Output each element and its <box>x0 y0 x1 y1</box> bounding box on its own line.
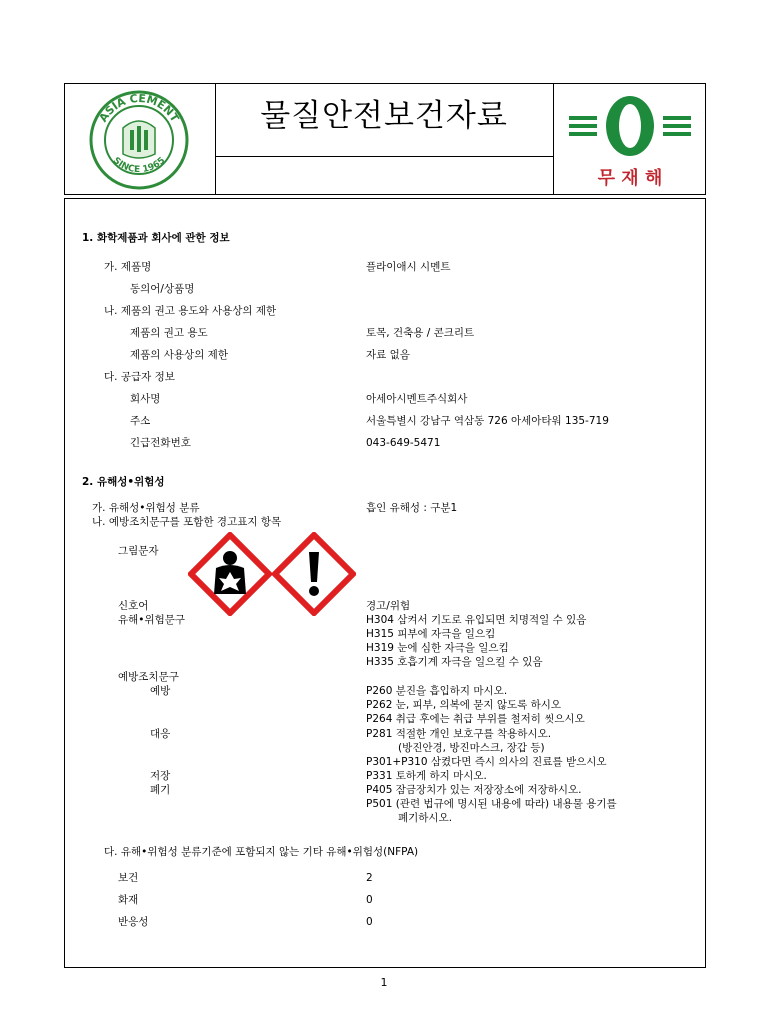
emergency-phone-value: 043-649-5471 <box>366 437 441 449</box>
exclamation-icon <box>272 532 356 620</box>
storage-label: 저장 <box>150 770 171 782</box>
company-label: 회사명 <box>130 393 161 405</box>
prevention-statement: P262 눈, 피부, 의복에 묻지 않도록 하시오 <box>366 699 562 711</box>
document-title: 물질안전보건자료 <box>260 98 508 134</box>
product-name-label: 가. 제품명 <box>104 261 152 273</box>
emergency-phone-label: 긴급전화번호 <box>130 437 191 449</box>
address-value: 서울특별시 강남구 역삼동 726 아세아타워 135-719 <box>366 415 609 427</box>
nfpa-health-label: 보건 <box>118 872 139 884</box>
hazard-statement: H319 눈에 심한 자극을 일으킴 <box>366 642 509 654</box>
recommended-use-label: 제품의 권고 용도 <box>130 327 208 339</box>
precaution-label: 예방조치문구 <box>118 671 179 683</box>
header-title-divider <box>215 156 553 157</box>
use-restriction-value: 자료 없음 <box>366 349 410 361</box>
response-statement: P281 적절한 개인 보호구를 착용하시오. <box>366 728 552 740</box>
nfpa-health-value: 2 <box>366 872 373 884</box>
prevention-statement: P264 취급 후에는 취급 부위를 철저히 씻으시오 <box>366 713 585 725</box>
supplier-heading: 다. 공급자 정보 <box>104 371 175 383</box>
response-label: 대응 <box>150 728 171 740</box>
logo-ring-text-bottom: SINCE 1965 <box>110 155 168 176</box>
product-name-value: 플라이애시 시멘트 <box>366 261 451 273</box>
zero-accident-logo <box>565 94 695 194</box>
header-divider-right <box>553 84 554 194</box>
header-table <box>64 83 706 195</box>
page-number: 1 <box>380 976 388 989</box>
disposal-statement: P405 잠금장치가 있는 저장장소에 저장하시오. <box>366 784 582 796</box>
section1-heading: 1. 화학제품과 회사에 관한 정보 <box>82 232 230 244</box>
response-statement: P301+P310 삼켰다면 즉시 의사의 진료를 받으시오 <box>366 756 607 768</box>
use-restriction-label: 제품의 사용상의 제한 <box>130 349 228 361</box>
nfpa-reactivity-label: 반응성 <box>118 916 149 928</box>
signal-word-label: 신호어 <box>118 600 149 612</box>
nfpa-fire-value: 0 <box>366 894 373 906</box>
pictogram-label: 그림문자 <box>118 545 159 557</box>
recommended-use-value: 토목, 건축용 / 콘크리트 <box>366 327 475 339</box>
section2-heading: 2. 유해성•위험성 <box>82 476 165 488</box>
hazard-statement: H304 삼켜서 기도로 유입되면 치명적일 수 있음 <box>366 614 587 626</box>
other-hazards-heading: 다. 유해•위험성 분류기준에 포함되지 않는 기타 유해•위험성(NFPA) <box>104 846 419 858</box>
nfpa-fire-label: 화재 <box>118 894 139 906</box>
disposal-statement: 폐기하시오. <box>398 812 453 824</box>
response-statement: (방진안경, 방진마스크, 장갑 등) <box>398 742 545 754</box>
company-value: 아세아시멘트주식회사 <box>366 393 468 405</box>
recommended-use-heading: 나. 제품의 권고 용도와 사용상의 제한 <box>104 305 277 317</box>
asia-cement-logo <box>83 88 195 196</box>
nfpa-reactivity-value: 0 <box>366 916 373 928</box>
label-elements-heading: 나. 예방조치문구를 포함한 경고표지 항목 <box>92 516 282 528</box>
prevention-label: 예방 <box>150 685 171 697</box>
synonym-label: 동의어/상품명 <box>130 283 195 295</box>
classification-value: 흡인 유해성 : 구분1 <box>366 502 458 514</box>
logo-ring-text-top: ASIA CEMENT <box>96 91 182 125</box>
address-label: 주소 <box>130 415 151 427</box>
prevention-statement: P260 분진을 흡입하지 마시오. <box>366 685 508 697</box>
disposal-label: 폐기 <box>150 784 171 796</box>
zero-accident-text: 무 재 해 <box>597 168 663 189</box>
hazard-statements-label: 유해•위험문구 <box>118 614 186 626</box>
disposal-statement: P501 (관련 법규에 명시된 내용에 따라) 내용물 용기를 <box>366 798 617 810</box>
classification-label: 가. 유해성•위험성 분류 <box>92 502 200 514</box>
hazard-statement: H335 호흡기계 자극을 일으킬 수 있음 <box>366 656 543 668</box>
hazard-statement: H315 피부에 자극을 일으킴 <box>366 628 496 640</box>
header-divider-left <box>215 84 216 194</box>
health-hazard-icon <box>188 532 272 620</box>
signal-word-value: 경고/위험 <box>366 600 411 612</box>
storage-statement: P331 토하게 하지 마시오. <box>366 770 487 782</box>
